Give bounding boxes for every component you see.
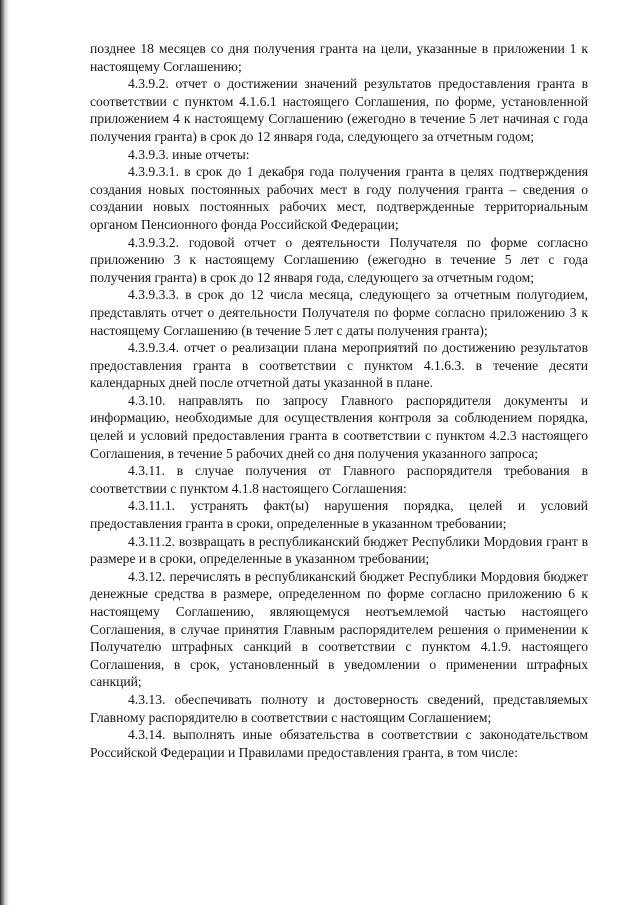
paragraph-4-3-10: 4.3.10. направлять по запросу Главного распорядителя документы и информацию, необходимые для осуществления контроля за соблюдением порядка, целей и условий предоставления гранта в соответствии с пунктом 4.2.3 настоящего Соглашения, в течение 5 рабочих дней со дня получения указанного запроса;	[90, 392, 588, 461]
paragraph-4-3-9-3-3: 4.3.9.3.3. в срок до 12 числа месяца, следующего за отчетным полугодием, представлять отчет о деятельности Получателя по форме согласно приложению 3 к настоящему Соглашению (в течение 5 лет с даты получения гранта);	[90, 287, 588, 338]
paragraph-4-3-14: 4.3.14. выполнять иные обязательства в соответствии с законодательством Российской Федерации и Правилами предоставления гранта, в том числе:	[90, 727, 588, 760]
paragraph-4-3-13: 4.3.13. обеспечивать полноту и достоверность сведений, представляемых Главному распорядителю в соответствии с настоящим Соглашением;	[90, 691, 588, 725]
paragraph-4-3-9-3-2: 4.3.9.3.2. годовой отчет о деятельности Получателя по форме согласно приложению 3 к настоящему Соглашению (ежегодно в течение 5 лет с года получения гранта) в срок до 12 января года, следующего за отчетным годом;	[90, 234, 588, 285]
paragraph-4-3-9-3-4: 4.3.9.3.4. отчет о реализации плана мероприятий по достижению результатов предоставления гранта в соответствии с пунктом 4.1.6.3. в течение десяти календарных дней после отчетной даты указанной в плане.	[90, 340, 588, 391]
paragraph-4-3-11-2: 4.3.11.2. возвращать в республиканский бюджет Республики Мордовия грант в размере и в сроки, определенные в указанном требовании;	[90, 533, 588, 567]
paragraph-4-3-9-3-1: 4.3.9.3.1. в срок до 1 декабря года получения гранта в целях подтверждения создания новых постоянных рабочих мест в году получения гранта – сведения о создании новых постоянных рабочих мест, подтвержденные территориальным органом Пенсионного фонда Российской Федерации;	[90, 164, 588, 232]
paragraph-4-3-12: 4.3.12. перечислять в республиканский бюджет Республики Мордовия бюджет денежные средства в размере, определенном по форме согласно приложению 6 к настоящему Соглашению, являющемуся неотъемлемой частью настоящего Соглашения, в случае принятия Главным распорядителем решения о применении к Получателю штрафных санкций в соответствии с пунктом 4.1.9. настоящего Соглашения, в срок, установленный в уведомлении о применении штрафных санкций;	[90, 568, 588, 690]
paragraph-4-3-11-1: 4.3.11.1. устранять факт(ы) нарушения порядка, целей и условий предоставления гранта в сроки, определенные в указанном требовании;	[90, 498, 588, 532]
document-page	[90, 40, 588, 761]
paragraph-4-3-11: 4.3.11. в случае получения от Главного распорядителя требования в соответствии с пунктом 4.1.8 настоящего Соглашения:	[90, 463, 588, 496]
paragraph-4-3-9-3: 4.3.9.3. иные отчеты:	[128, 146, 250, 162]
paragraph-4-3-9-2: 4.3.9.2. отчет о достижении значений результатов предоставления гранта в соответствии с пунктом 4.1.6.1 настоящего Соглашения, по форме, установленной приложением 4 к настоящему Соглашению (ежегодно в течение 5 лет начиная с года получения гранта) в срок до 12 января года, следующего за отчетным годом;	[90, 76, 588, 144]
scan-edge	[0, 0, 9, 905]
paragraph-continuation: позднее 18 месяцев со дня получения гранта на цели, указанные в приложении 1 к настоящему Соглашению;	[90, 41, 588, 74]
